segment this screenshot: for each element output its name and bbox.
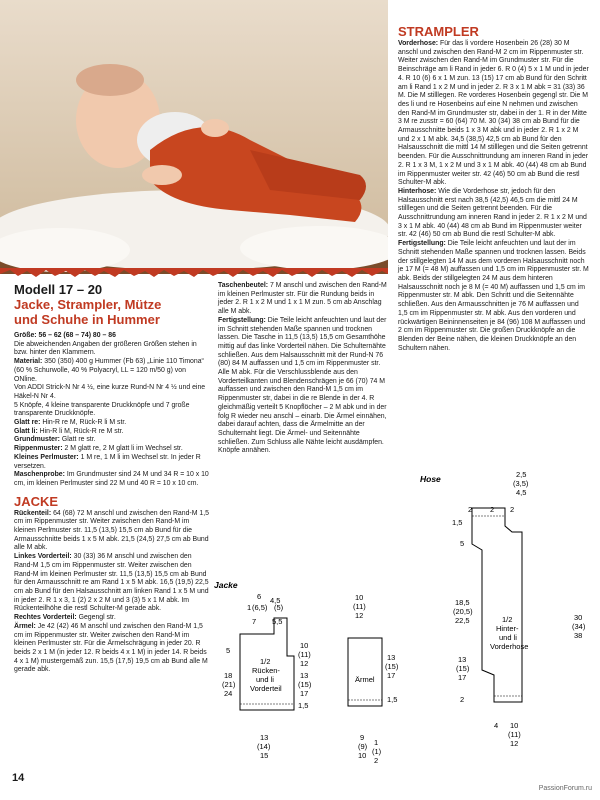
intro-para: Kleines Perlmuster: 1 M re, 1 M li im Wechsel str. In jeder R versetzen. <box>14 453 201 470</box>
dim-label: 2 <box>468 505 473 514</box>
dim-label: 18,5 <box>455 598 470 607</box>
baby-photo-icon <box>0 0 388 274</box>
dim-label: 18 <box>224 671 233 680</box>
intro-para: Maschenprobe: Im Grundmuster sind 24 M und 34 R = 10 x 10 cm, im kleinen Perlmuster sind 22 M und 40 R = 10 x 10 cm. <box>14 471 209 487</box>
dim-label: 10 <box>300 641 309 650</box>
middle-column <box>218 282 390 456</box>
piece-label: und li <box>256 675 274 684</box>
dim-label: 1 <box>374 738 379 747</box>
model-subtitle-1: Jacke, Strampler, Mütze <box>14 297 162 312</box>
intro-para: Von ADDI Strick-N Nr 4 ½, eine kurze Rund-N Nr 4 ½ und eine Häkel-N Nr 4. <box>14 384 206 400</box>
dim-label: 1,5 <box>452 518 463 527</box>
strampler-heading: STRAMPLER <box>398 24 479 39</box>
strampler-para: Vorderhose: Für das li vordere Hosenbein 26 (28) 30 M anschl und zwischen den Rand-M 2 cm im Rippenmuster str. Weiter zwischen den Rand-M im Grundmuster str. Für die Beinschräge am li Rand in jeder 6. R 0 (4) 5 x 1 M und in jeder 4. R 10 (6) 6 x 1 M zun. 13 (15) 17 cm ab Bund für den Schritt am li Rand 1 x 2 M und in jeder 2. R 3 x 1 M abk = 31 (33) 36 M. Die M stilllegen. Re vorderes Hosenbein gegengl str. Die M des li und re Hosenbeins auf eine N nehmen und zwischen den Rand-M im Grundmuster str, dabei in der 1. R in der Mitte 3 M re zusstr = 60 (64) 70 M. 30 (34) 38 cm ab Bund für die Armausschnitte beids 1 x 3 M abk und in jeder 2. R 1 x 2 M und 2 x 1 M abk. 34,5 (38,5) 42,5 cm ab Bund für den Halsausschnitt die mittl 14 M stilllegen und die Seiten getrennt beenden. Für die Ausschnittrundung am inneren Rand in jeder 2. R 1 x 3 M, 1 x 2 M und 3 x 1 M abk. 40 (44) 48 cm ab Bund im Rippenmuster weiter str. 42 (46) 50 cm ab Bund die restl Schulter-M abk. <box>398 40 589 187</box>
intro-para: Glatt re: Hin-R re M, Rück-R li M str. <box>14 419 127 427</box>
dim-label: 2 <box>490 505 495 514</box>
dim-label: 5,5 <box>272 617 283 626</box>
dim-label: (5) <box>274 603 284 612</box>
piece-label: Vorderhose <box>490 642 529 651</box>
model-title: Modell 17 – 20 <box>14 282 103 297</box>
intro-para: Größe: 56 – 62 (68 – 74) 80 – 86 <box>14 332 116 339</box>
jacke-heading: JACKE <box>14 493 59 509</box>
dim-label: 1,5 <box>298 701 309 710</box>
baby-photo <box>0 0 388 274</box>
dim-label: 17 <box>387 671 396 680</box>
intro-para: Material: 350 (350) 400 g Hummer (Fb 63) „Linie 110 Timona“ (60 % Schurwolle, 40 % Polyacryl, LL = 120 m/50 g) von ONline. <box>14 358 204 383</box>
dim-label: 13 <box>300 671 309 680</box>
strampler-para: Fertigstellung: Die Teile leicht anfeuchten und laut der im Schnitt stehenden Maße spannen und trocknen lassen. Beids der stillgelegten 14 M aus dem vorderen Halsausschnitt noch je 17 M (= 48 M) auffassen und 1,5 cm im Rippenmuster str. M abk. Beids der stillgelegten 24 M aus dem hinteren Halsausschnitt noch je 8 M (= 40 M) auffassen und 1,5 cm im Rippenmuster str. M abk. Den Schritt und die Seitennähte schließen. Aus den Armausschnitten je 76 M auffassen und 1,5 cm im Rippenmuster str. M abk. Aus den vorderen und rückwärtigen Beininnenseiten je 84 (96) 108 M auffassen und 2 cm im Rippenmuster str. Die großen Druckknöpfe an die Blenden der Beine nähen, die kleinen Druckknöpfe an den Schultern nähen. <box>398 240 589 352</box>
dim-label: (15) <box>456 664 470 673</box>
piece-label: 1/2 <box>260 657 271 666</box>
jacke-pattern-diagram <box>212 578 408 778</box>
dim-label: 13 <box>387 653 396 662</box>
dim-label: 2,5 <box>516 470 527 479</box>
piece-label: 1/2 <box>502 615 513 624</box>
intro-para: Die abweichenden Angaben der größeren Größen stehen in bzw. hinter den Klammern. <box>14 340 197 357</box>
dim-label: 7 <box>252 617 257 626</box>
jacke-diagram-title: Jacke <box>214 580 238 590</box>
dim-label: 17 <box>458 673 467 682</box>
jacke-para: Linkes Vorderteil: 30 (33) 36 M anschl und zwischen den Rand-M 1,5 cm im Rippenmuster str. Weiter zwischen den Rand-M im kleinen Perlmuster str. 11,5 (13,5) 15,5 cm ab Bund für den Armausschnitt re am Rand 1 x 5 M abk. 16,5 (19,5) 22,5 cm ab Bund für den Halsausschnitt am linken Rand 1 x 5 M und in jeder 2. R 1 x 3, 1 (2) 2 x 2 M und 3 (3) 5 x 1 M abk. Im Rückenteilhöhe die restl Schulter-M gerade abk. <box>14 553 209 613</box>
dim-label: 10 <box>355 593 364 602</box>
dim-label: (21) <box>222 680 236 689</box>
photo-torn-edge <box>0 268 388 280</box>
jacke-para: Rechtes Vorderteil: Gegengl str. <box>14 614 116 622</box>
dim-label: (20,5) <box>453 607 473 616</box>
dim-label: 2 <box>510 505 515 514</box>
jacke-para: Taschenbeutel: 7 M anschl und zwischen den Rand-M im kleinen Perlmuster str. Für die Rundung beids in jeder 2. R 1 x 2 M und 1 x 1 M zun. 5 cm ab Anschlag alle M abk. <box>218 282 387 316</box>
dim-label: (15) <box>298 680 312 689</box>
piece-label: Ärmel <box>355 675 375 684</box>
dim-label: (9) <box>358 742 368 751</box>
dim-label: 12 <box>300 659 309 668</box>
dim-label: 30 <box>574 613 583 622</box>
piece-label: und li <box>499 633 517 642</box>
piece-label: Hinter- <box>496 624 519 633</box>
dim-label: 22,5 <box>455 616 470 625</box>
dim-label: 1 <box>247 603 252 612</box>
dim-label: 12 <box>510 739 519 748</box>
jacke-para: Fertigstellung: Die Teile leicht anfeuchten und laut der im Schnitt stehenden Maße spannen und trocknen lassen. Die Tasche in 11,5 (13,5) 15,5 cm Gesamthöhe mittig auf das linke Vorderteil nähen. Die Schulternähte schließen. Aus dem Halsausschnitt mit der Rund-N 76 (80) 84 M auffassen und 1,5 cm im Rippenmuster str. Alle M abk. Für die Verschlussblende aus den Vorderteilkanten und Blendenschrägen je 66 (70) 74 M auffassen und zwischen den Rand-M 1,5 cm im Rippenmuster str, dabei in die re Blende in der 4. R gleichmäßig verteilt 5 Knopflöcher – 2 M abk und in der folg R wieder neu anschl – einarb. Die Ärmel einnähen, dabei darauf achten, dass die Ärmelmitte an der Schulternaht liegt. Die Ärmel- und Seitennähte schließen. Zum Schluss alle Nähte leicht ausdämpfen. Knöpfe annähen. <box>218 316 387 455</box>
dim-label: (34) <box>572 622 586 631</box>
dim-label: 6 <box>257 592 262 601</box>
dim-label: 10 <box>358 751 367 760</box>
dim-label: 13 <box>260 733 269 742</box>
jacke-para: Ärmel: Je 42 (42) 46 M anschl und zwischen den Rand-M 1,5 cm im Rippenmuster str. Weiter zwischen den Rand-M im kleinen Perlmuster str. Für die Ärmelschrägung in jeder 20. R beids 2 x 1 M (in jeder 12. R beids 4 x 1 M) in jeder 14. R beids 4 x 1 M) mustergemäß zun. 15,5 (17,5) 19,5 cm ab Bund alle M gerade abk. <box>14 622 208 674</box>
page-number: 14 <box>12 772 25 784</box>
dim-label: 5 <box>226 646 231 655</box>
dim-label: 24 <box>224 689 233 698</box>
strampler-para: Hinterhose: Wie die Vorderhose str, jedoch für den Halsausschnitt erst nach 38,5 (42,5) 46,5 cm die mittl 24 M stilllegen und die Seiten getrennt beenden. Für die Ausschnittrundung am inneren Rand in jeder 2. R 1 x 2 M und 3 x 1 M abk. 40 (44) 48 cm ab Bund im Rippenmuster weiter str. 42 (46) 50 cm ab Bund die restl Schulter-M abk. <box>398 187 587 239</box>
hose-pattern-diagram <box>410 470 600 770</box>
intro-column <box>14 332 210 675</box>
strampler-column <box>398 24 590 353</box>
dim-label: 9 <box>360 733 365 742</box>
watermark: PassionForum.ru <box>538 785 592 792</box>
intro-para: 5 Knöpfe, 4 kleine transparente Druckknöpfe und 7 große transparente Druckknöpfe. <box>14 401 190 418</box>
dim-label: 5 <box>460 539 465 548</box>
sleeve-piece-outline <box>348 638 382 706</box>
dim-label: (6,5) <box>252 603 268 612</box>
intro-para: Glatt li: Hin-R li M, Rück-R re M str. <box>14 427 124 435</box>
piece-label: Rücken- <box>252 666 280 675</box>
jacke-para: Rückenteil: 64 (68) 72 M anschl und zwischen den Rand-M 1,5 cm im Rippenmuster str. Weiter zwischen den Rand-M im kleinen Perlmuster str. 11,5 (13,5) 15,5 cm ab Bund für die Armausschnitte beids 1 x 5 M abk. 21,5 (24,5) 27,5 cm ab Bund alle M abk. <box>14 509 209 552</box>
model-heading <box>14 282 214 327</box>
intro-para: Grundmuster: Glatt re str. <box>14 436 96 444</box>
dim-label: 17 <box>300 689 309 698</box>
dim-label: 1,5 <box>387 695 398 704</box>
dim-label: 2 <box>374 756 379 765</box>
dim-label: (11) <box>508 730 521 739</box>
model-subtitle-2: und Schuhe in Hummer <box>14 312 160 327</box>
dim-label: 12 <box>355 611 364 620</box>
dim-label: 15 <box>260 751 269 760</box>
dim-label: 2 <box>460 695 465 704</box>
intro-para: Rippenmuster: 2 M glatt re, 2 M glatt li im Wechsel str. <box>14 445 183 453</box>
dim-label: (3,5) <box>513 479 529 488</box>
dim-label: 4 <box>494 721 499 730</box>
dim-label: (11) <box>353 602 366 611</box>
dim-label: (14) <box>257 742 271 751</box>
hose-diagram-title: Hose <box>420 474 441 484</box>
dim-label: (1) <box>372 747 382 756</box>
dim-label: 10 <box>510 721 519 730</box>
hose-piece-outline <box>472 508 522 702</box>
dim-label: (15) <box>385 662 399 671</box>
dim-label: 38 <box>574 631 583 640</box>
dim-label: 4,5 <box>270 596 281 605</box>
dim-label: 13 <box>458 655 467 664</box>
dim-label: (11) <box>298 650 311 659</box>
dim-label: 4,5 <box>516 488 527 497</box>
piece-label: Vorderteil <box>250 684 282 693</box>
